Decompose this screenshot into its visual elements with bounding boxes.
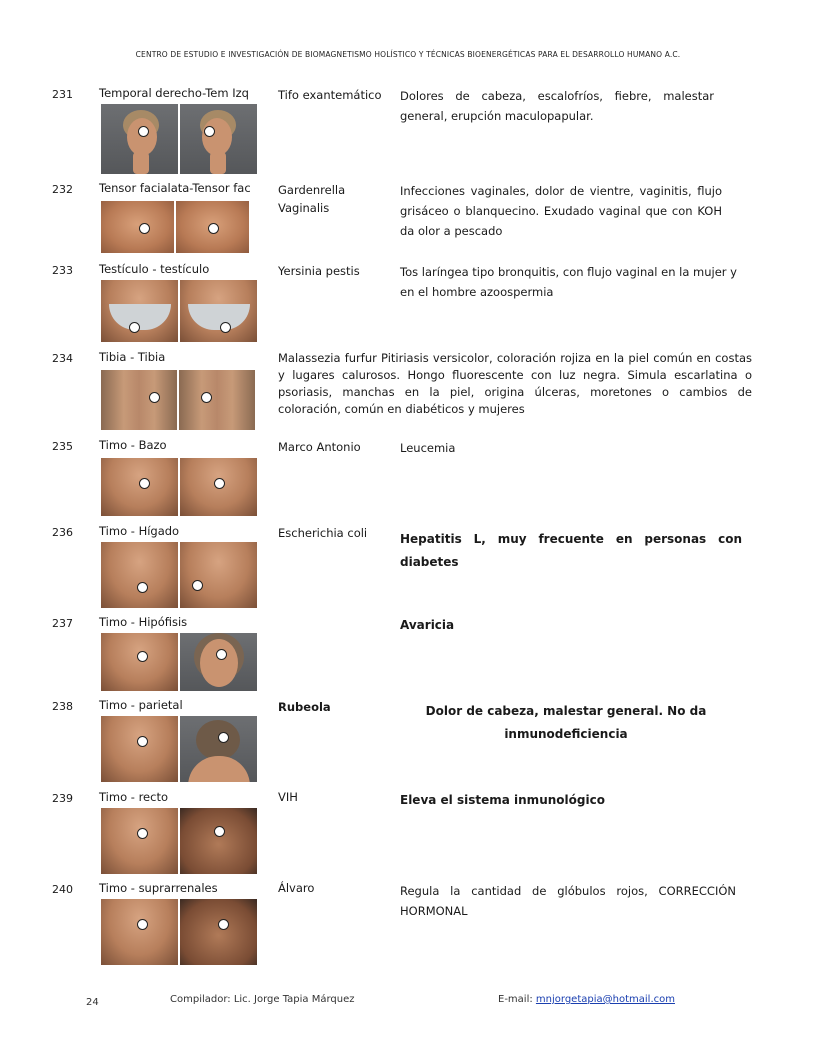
entry-description: Hepatitis L, muy frecuente en personas con diabetes bbox=[400, 532, 742, 569]
entry-images bbox=[101, 370, 255, 430]
body-image-left bbox=[101, 633, 178, 691]
entry-number: 233 bbox=[52, 264, 73, 277]
entry-description: Dolor de cabeza, malestar general. No da inmunodeficiencia bbox=[425, 704, 707, 741]
point-marker bbox=[138, 126, 149, 137]
entry-number: 236 bbox=[52, 526, 73, 539]
point-marker bbox=[220, 322, 231, 333]
body-image-left bbox=[101, 201, 174, 253]
entry-points: Timo - parietal bbox=[99, 698, 183, 712]
point-marker bbox=[149, 392, 160, 403]
entry-images bbox=[101, 458, 257, 516]
compiler-credit: Compilador: Lic. Jorge Tapia Márquez bbox=[170, 994, 355, 1005]
body-image-right bbox=[179, 370, 255, 430]
entry-description: Infecciones vaginales, dolor de vientre, vaginitis, flujo grisáceo o blanquecino. Exudado vaginal que con KOH da olor a pescado bbox=[400, 184, 722, 238]
email-link[interactable]: mnjorgetapia@hotmail.com bbox=[535, 994, 675, 1005]
entry-pathogen: Rubeola bbox=[278, 700, 331, 714]
entry-pathogen: VIH bbox=[278, 790, 298, 804]
entry-number: 237 bbox=[52, 617, 73, 630]
entry-points: Tensor facialata-Tensor fac bbox=[99, 181, 251, 195]
entry-number: 234 bbox=[52, 352, 73, 365]
body-image-right bbox=[176, 201, 249, 253]
entry-pathogen: Gardenrella Vaginalis bbox=[278, 183, 346, 215]
entry-images bbox=[101, 104, 257, 174]
point-marker bbox=[129, 322, 140, 333]
entry-images bbox=[101, 280, 257, 342]
point-marker bbox=[214, 478, 225, 489]
entry-number: 231 bbox=[52, 88, 73, 101]
document-header: CENTRO DE ESTUDIO E INVESTIGACIÓN DE BIOMAGNETISMO HOLÍSTICO Y TÉCNICAS BIOENERGÉTICAS PARA EL DESARROLLO HUMANO A.C. bbox=[135, 50, 681, 59]
entry-description: Avaricia bbox=[400, 618, 455, 632]
entry-number: 232 bbox=[52, 183, 73, 196]
entry-number: 238 bbox=[52, 700, 73, 713]
entry-points: Tibia - Tibia bbox=[99, 350, 166, 364]
body-image-left bbox=[101, 458, 178, 516]
body-image-right bbox=[180, 458, 257, 516]
entry-pathogen: Tifo exantemático bbox=[278, 88, 382, 102]
entry-points: Timo - Hipófisis bbox=[99, 615, 188, 629]
page-number: 24 bbox=[86, 997, 99, 1008]
entry-images bbox=[101, 808, 257, 874]
entry-pathogen: Escherichia coli bbox=[278, 526, 368, 540]
body-image-right bbox=[180, 716, 257, 782]
body-image-left bbox=[101, 716, 178, 782]
entry-description: Regula la cantidad de glóbulos rojos, CORRECCIÓN HORMONAL bbox=[400, 884, 736, 918]
point-marker bbox=[192, 580, 203, 591]
entry-description: Dolores de cabeza, escalofríos, fiebre, malestar general, erupción maculopapular. bbox=[400, 89, 714, 123]
body-image-right bbox=[180, 899, 257, 965]
entry-points: Timo - Hígado bbox=[99, 524, 180, 538]
body-image-left bbox=[101, 808, 178, 874]
body-image-left bbox=[101, 104, 178, 174]
point-marker bbox=[214, 826, 225, 837]
entry-number: 239 bbox=[52, 792, 73, 805]
entry-images bbox=[101, 716, 257, 782]
entry-points: Timo - suprarrenales bbox=[99, 881, 218, 895]
point-marker bbox=[201, 392, 212, 403]
entry-points: Temporal derecho-Tem Izq bbox=[99, 86, 249, 100]
body-image-right bbox=[180, 808, 257, 874]
entry-number: 235 bbox=[52, 440, 73, 453]
entry-description: Tos laríngea tipo bronquitis, con flujo vaginal en la mujer y en el hombre azoospermia bbox=[400, 265, 737, 299]
entry-pathogen: Álvaro bbox=[278, 881, 315, 895]
point-marker bbox=[137, 651, 148, 662]
point-marker bbox=[218, 919, 229, 930]
body-image-right bbox=[180, 633, 257, 691]
point-marker bbox=[139, 478, 150, 489]
entry-images bbox=[101, 542, 257, 608]
point-marker bbox=[137, 919, 148, 930]
entry-pathogen: Yersinia pestis bbox=[278, 264, 360, 278]
body-image-right bbox=[180, 280, 257, 342]
entry-images bbox=[101, 201, 249, 253]
body-image-left bbox=[101, 899, 178, 965]
body-image-left bbox=[101, 542, 178, 608]
point-marker bbox=[137, 736, 148, 747]
entry-description: Leucemia bbox=[400, 441, 456, 455]
point-marker bbox=[137, 582, 148, 593]
point-marker bbox=[139, 223, 150, 234]
point-marker bbox=[216, 649, 227, 660]
point-marker bbox=[218, 732, 229, 743]
email-line bbox=[498, 994, 675, 1005]
entry-number: 240 bbox=[52, 883, 73, 896]
entry-pathogen: Marco Antonio bbox=[278, 440, 361, 454]
point-marker bbox=[137, 828, 148, 839]
entry-description: Malassezia furfur Pitiriasis versicolor, coloración rojiza en la piel común en costas y lugares calurosos. Hongo fluorescente con luz negra. Simula escarlatina o psoriasis, manchas en la piel, origina úlceras, moretones o cambios de coloración, común en diabéticos y mujeres bbox=[278, 351, 752, 416]
body-image-right bbox=[180, 104, 257, 174]
email-label: E-mail: bbox=[498, 994, 533, 1005]
entry-points: Timo - Bazo bbox=[99, 438, 167, 452]
point-marker bbox=[204, 126, 215, 137]
entry-images bbox=[101, 899, 257, 965]
point-marker bbox=[208, 223, 219, 234]
body-image-right bbox=[180, 542, 257, 608]
entry-images bbox=[101, 633, 257, 691]
entry-points: Testículo - testículo bbox=[99, 262, 210, 276]
body-image-left bbox=[101, 370, 177, 430]
entry-points: Timo - recto bbox=[99, 790, 168, 804]
body-image-left bbox=[101, 280, 178, 342]
entry-description: Eleva el sistema inmunológico bbox=[400, 793, 605, 807]
